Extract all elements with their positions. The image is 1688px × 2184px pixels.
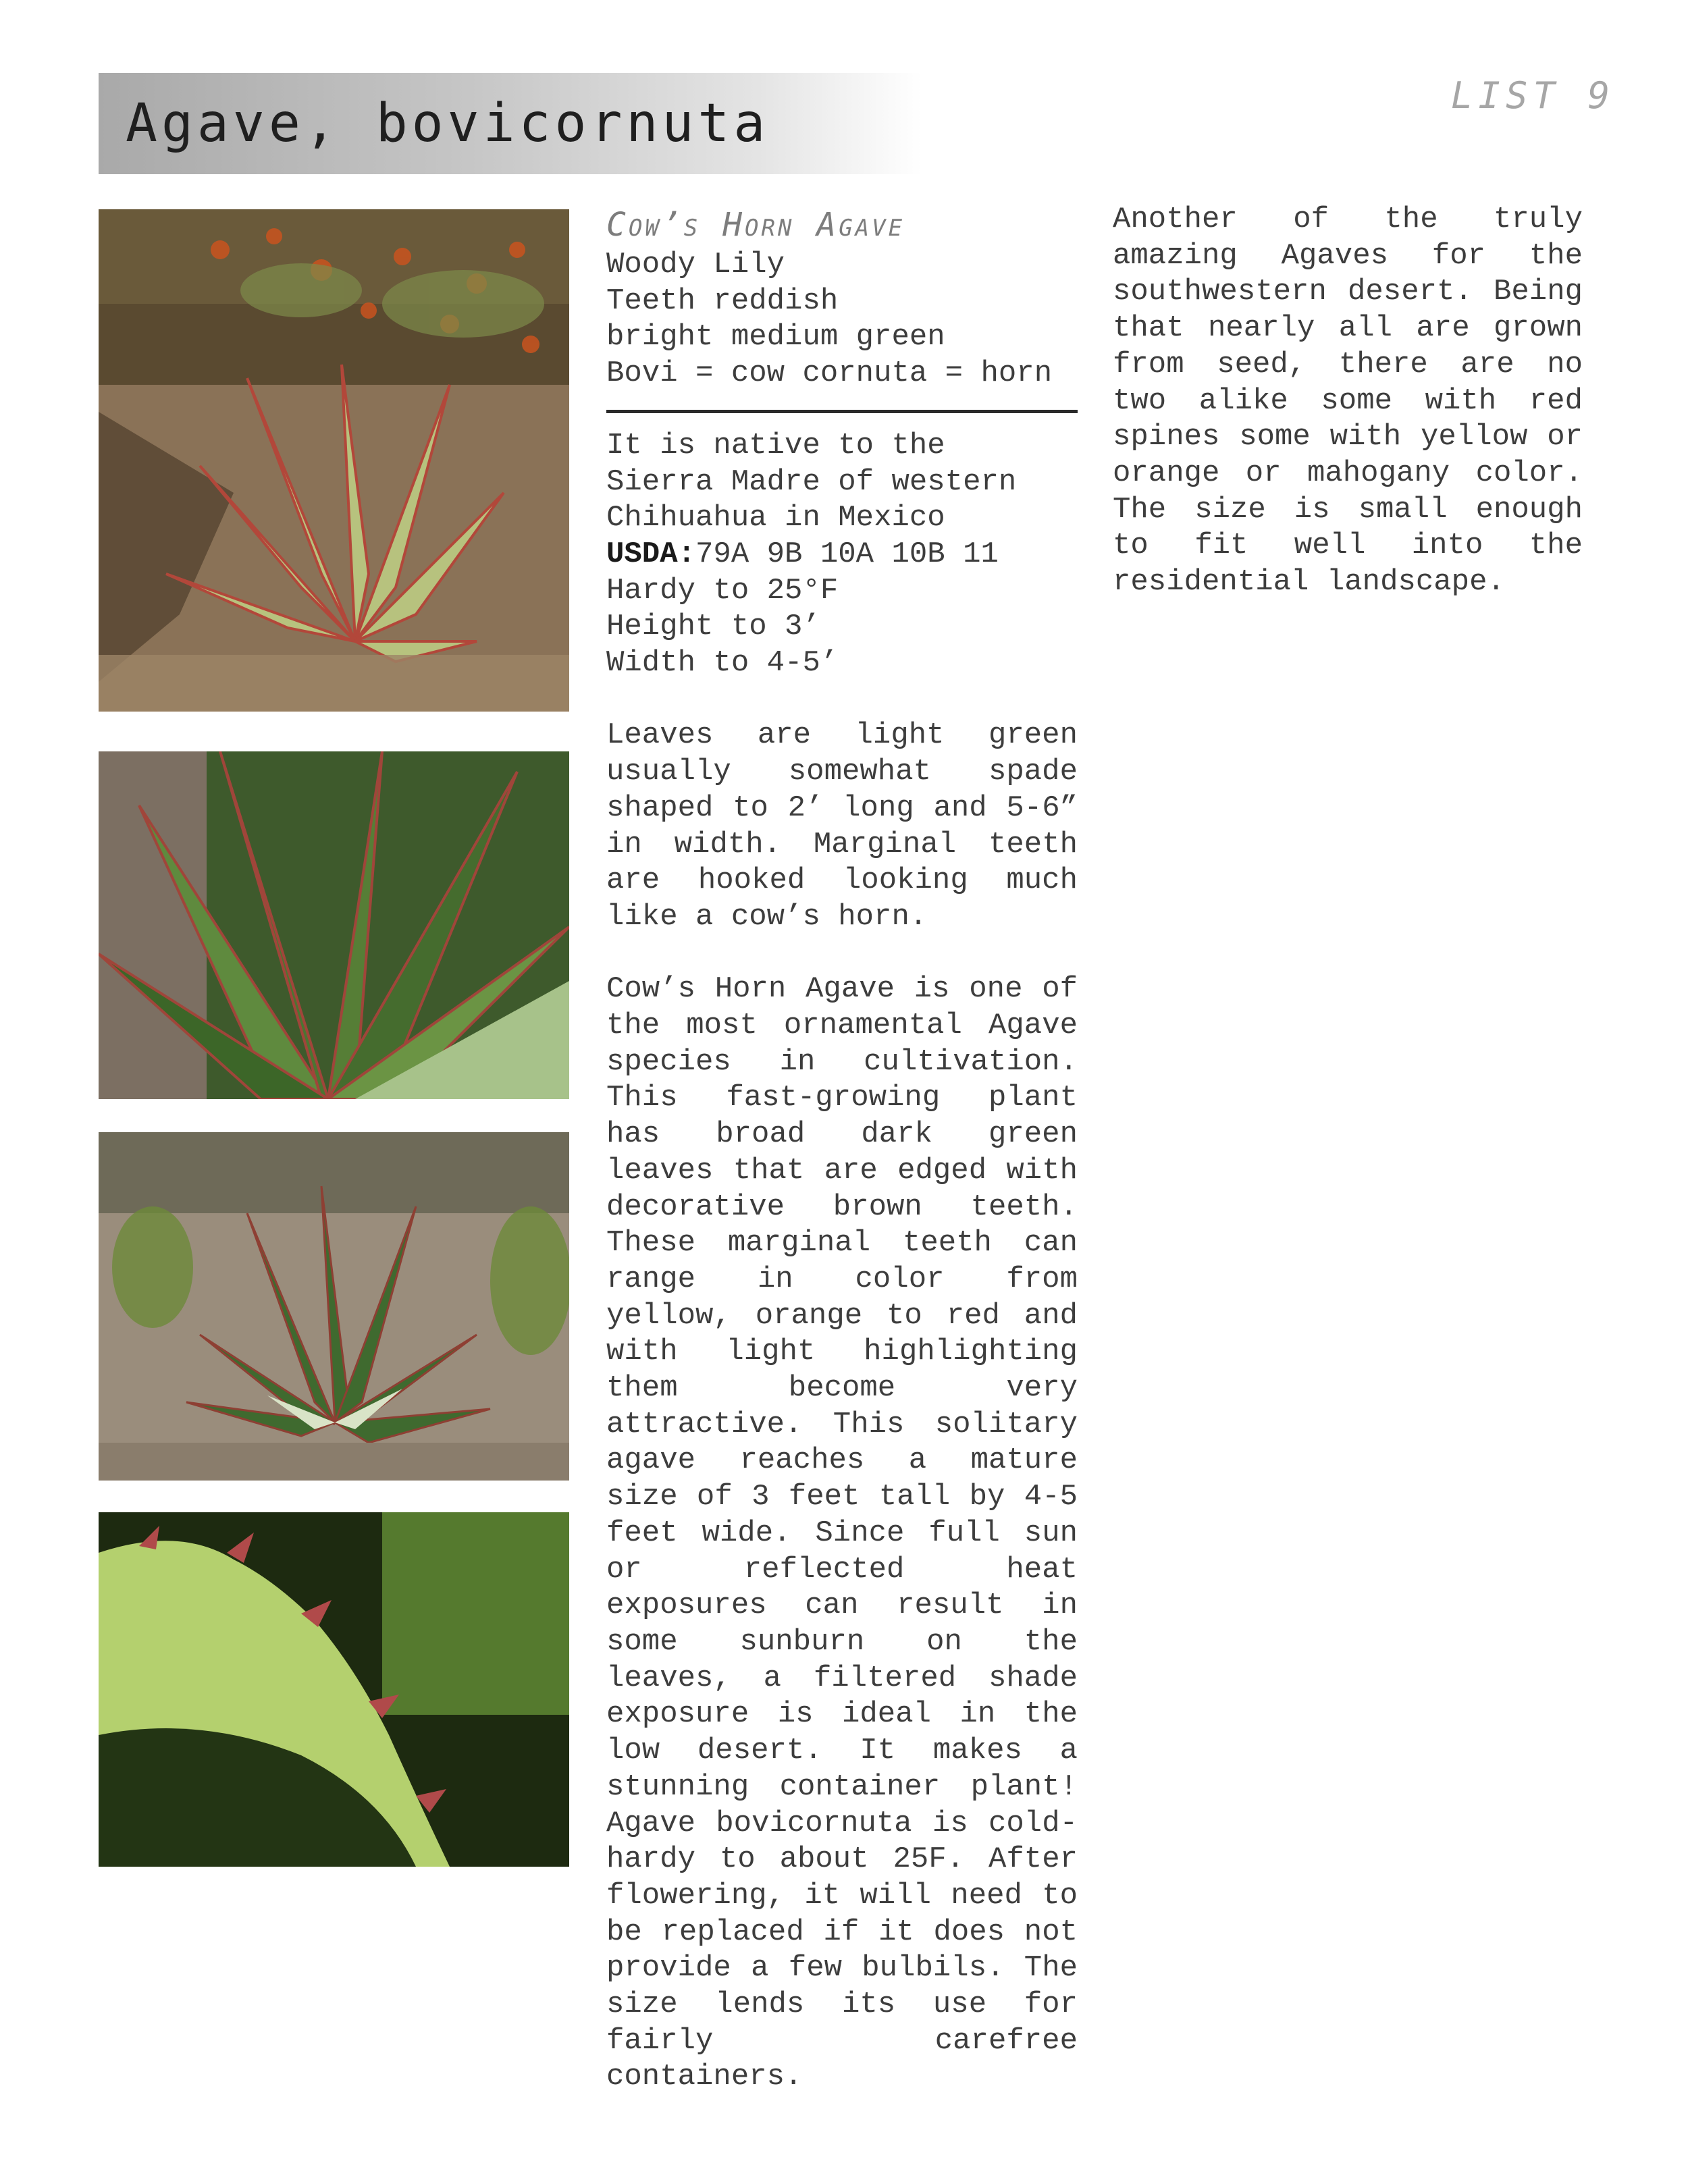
page-title: Agave, bovicornuta: [126, 93, 770, 154]
leaves-paragraph: Leaves are light green usually somewhat spade shaped to 2’ long and 5-6” in width. Marginal teeth are hooked looking much like a cow’s horn.: [606, 718, 1078, 934]
list-label: LIST 9: [1450, 74, 1615, 117]
agave-leaf-teeth-art: [99, 1512, 569, 1867]
usda-label: USDA:: [606, 537, 696, 571]
usda-zones: 79A 9B 10A 10B 11: [695, 537, 999, 571]
native-line-1: It is native to the: [606, 428, 945, 462]
section-divider: [606, 410, 1078, 413]
agave-rosette-art: [99, 1132, 569, 1481]
hardiness-line: Hardy to 25°F: [606, 573, 839, 608]
summary-column: [606, 203, 1078, 2096]
native-line-2: Sierra Madre of western: [606, 464, 1017, 499]
usda-line: [606, 537, 1078, 573]
right-paragraph: Another of the truly amazing Agaves for the southwestern desert. Being that nearly all are grown from seed, there are no two alike some with red spines some with yellow or orange or mahogany color. The size is small enough to fit well into the residential landscape.: [1113, 203, 1583, 600]
agave-leaf-teeth-photo: [99, 1512, 569, 1867]
native-line-3: Chihuahua in Mexico: [606, 501, 945, 535]
etymology-line: Bovi = cow cornuta = horn: [606, 356, 1053, 391]
teeth-line: Teeth reddish: [606, 284, 839, 318]
agave-plant-photo: [99, 209, 569, 712]
description-paragraph: Cow’s Horn Agave is one of the most ornamental Agave species in cultivation. This fast-growing plant has broad dark green leaves that are edged with decorative brown teeth. These marginal teeth can range in color from yellow, orange to red and with light highlighting them become very attractive. This solitary agave reaches a mature size of 3 feet tall by 4-5 feet wide. Since full sun or reflected heat exposures can result in some sunburn on the leaves, a filtered shade exposure is ideal in the low desert. It makes a stunning container plant! Agave bovicornuta is cold-hardy to about 25F. After flowering, it will need to be replaced if it does not provide a few bulbils. The size lends its use for fairly carefree containers.: [606, 972, 1078, 2094]
family-line: Woody Lily: [606, 248, 785, 282]
agave-leaves-closeup-art: [99, 751, 569, 1099]
agave-plant-photo-art: [99, 209, 569, 712]
agave-rosette-photo: [99, 1132, 569, 1481]
agave-leaves-closeup-photo: [99, 751, 569, 1099]
common-name: Cow’s Horn Agave: [606, 206, 905, 244]
height-line: Height to 3’: [606, 610, 820, 644]
title-bar: [99, 73, 922, 174]
color-line: bright medium green: [606, 320, 945, 354]
width-line: Width to 4-5’: [606, 646, 839, 681]
